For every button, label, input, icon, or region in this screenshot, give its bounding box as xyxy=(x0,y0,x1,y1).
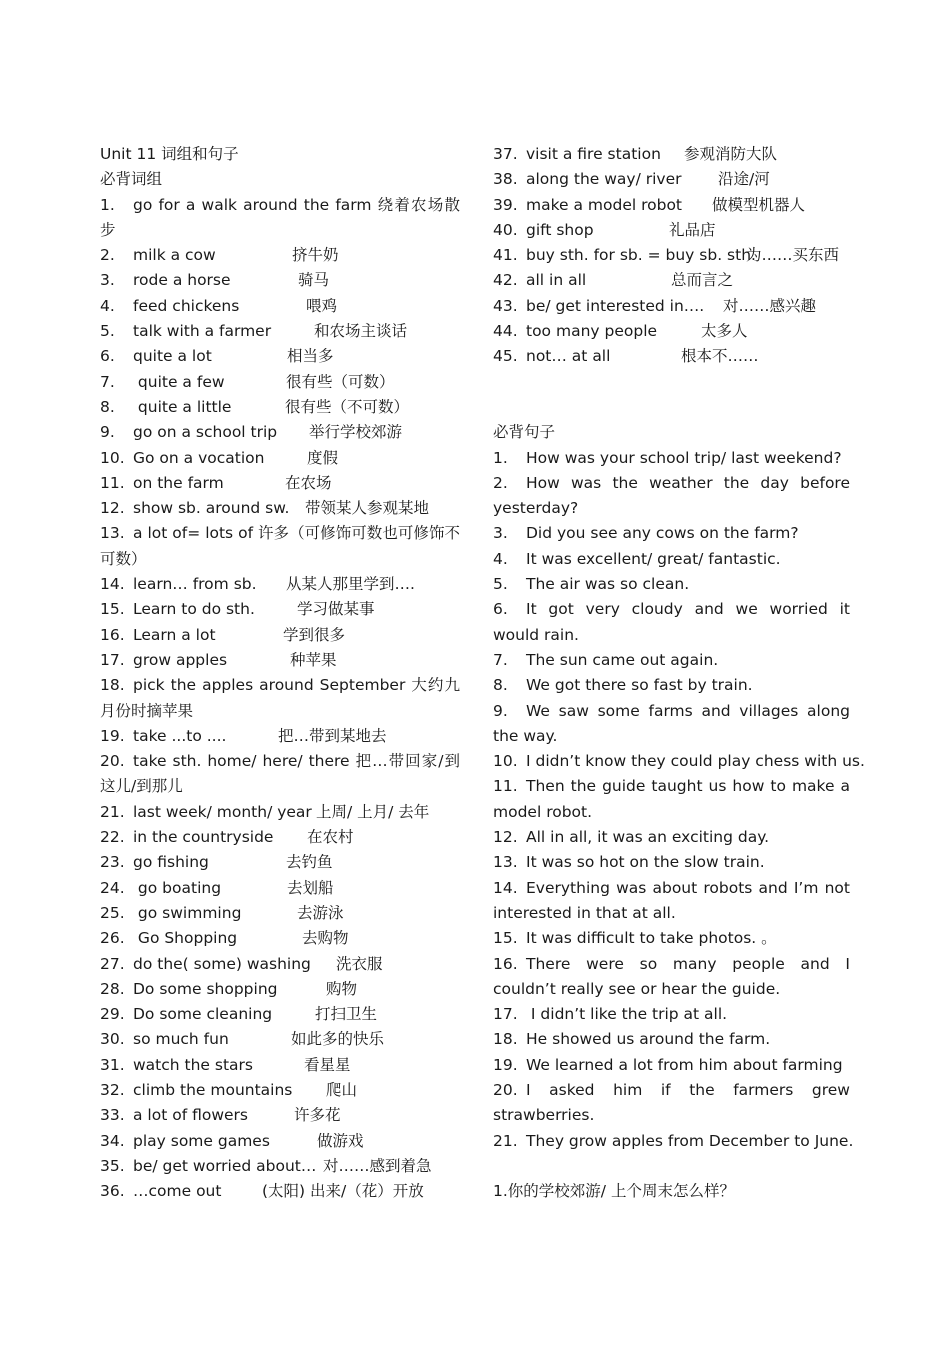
sentence-text: Everything was about robots and I’m not interested in that at all. xyxy=(493,878,850,922)
phrase-item xyxy=(100,901,460,926)
phrase-chinese: 很有些（可数） xyxy=(286,372,395,391)
phrase-item xyxy=(100,193,460,244)
phrase-chinese: 绕着农场散步 xyxy=(100,195,460,239)
sentence-text: There were so many people and I couldn’t really see or hear the guide. xyxy=(493,954,850,998)
sentence-text: The sun came out again. xyxy=(526,650,719,669)
sentence-text: He showed us around the farm. xyxy=(526,1030,771,1049)
phrases-heading: 必背词组 xyxy=(100,170,163,189)
item-number: 17. xyxy=(100,650,125,669)
phrase-chinese: 打扫卫生 xyxy=(315,1005,378,1024)
sentence-text: The air was so clean. xyxy=(526,575,690,594)
sentence-item xyxy=(493,471,850,522)
sentence-text: It was difficult to take photos. 。 xyxy=(526,929,777,948)
phrase-english: take sth. home/ here/ there xyxy=(133,752,350,771)
phrase-english: milk a cow xyxy=(133,246,216,265)
sentence-item xyxy=(493,521,850,546)
page-title: Unit 11 词组和句子 xyxy=(100,145,239,163)
sentence-text: It got very cloudy and we worried it would rain. xyxy=(493,600,850,644)
item-number: 8. xyxy=(100,397,115,416)
phrase-chinese: 购物 xyxy=(326,979,358,998)
item-number: 2. xyxy=(493,473,508,492)
item-number: 9. xyxy=(493,701,508,720)
phrase-chinese: 和农场主谈话 xyxy=(314,322,408,341)
phrase-item xyxy=(100,926,460,951)
phrase-item xyxy=(100,825,460,850)
sentence-item xyxy=(493,699,850,750)
phrase-chinese: 去划船 xyxy=(287,878,334,897)
section-gap xyxy=(493,1154,850,1179)
sentence-item xyxy=(493,597,850,648)
phrase-item xyxy=(100,673,460,724)
phrase-item xyxy=(100,1179,460,1204)
sentence-item xyxy=(493,572,850,597)
item-number: 11. xyxy=(493,777,518,796)
sentence-item xyxy=(493,1078,850,1129)
phrase-english: quite a lot xyxy=(133,347,212,366)
phrase-item xyxy=(100,1129,460,1154)
item-number: 18. xyxy=(493,1030,518,1049)
phrase-chinese: 洗衣服 xyxy=(336,954,383,973)
phrase-english: show sb. around sw. xyxy=(133,499,290,518)
item-number: 16. xyxy=(493,954,518,973)
phrase-item xyxy=(493,319,850,344)
phrase-chinese: 根本不…… xyxy=(681,347,759,366)
phrase-english: feed chickens xyxy=(133,296,240,315)
item-number: 13. xyxy=(100,524,125,543)
phrase-english: watch the stars xyxy=(133,1055,253,1074)
phrase-english: quite a few xyxy=(133,372,225,391)
phrase-english: gift shop xyxy=(526,220,594,239)
item-number: 5. xyxy=(100,322,115,341)
phrase-english: too many people xyxy=(526,322,658,341)
phrase-english: make a model robot xyxy=(526,195,683,214)
item-number: 2. xyxy=(100,246,115,265)
item-number: 26. xyxy=(100,929,125,948)
phrase-english: on the farm xyxy=(133,473,224,492)
phrase-chinese: 上周/ 上月/ 去年 xyxy=(316,802,430,821)
phrase-chinese: 沿途/河 xyxy=(718,170,770,189)
phrase-english: visit a fire station xyxy=(526,145,661,163)
phrase-item xyxy=(100,1027,460,1052)
phrase-english: Do some shopping xyxy=(133,979,278,998)
phrase-english: be/ get interested in…. xyxy=(526,296,705,315)
phrase-chinese: 对……感到着急 xyxy=(323,1156,432,1175)
phrase-chinese: 大约九月份时摘苹果 xyxy=(100,676,460,720)
item-number: 20. xyxy=(493,1080,518,1099)
sentence-item xyxy=(493,1129,854,1154)
phrase-chinese: 把…带到某地去 xyxy=(278,726,387,745)
phrase-item xyxy=(100,294,460,319)
phrase-english: …come out xyxy=(133,1182,222,1201)
item-number: 40. xyxy=(493,220,518,239)
sentence-item xyxy=(493,876,850,927)
item-number: 45. xyxy=(493,347,518,366)
item-number: 30. xyxy=(100,1030,125,1049)
item-number: 15. xyxy=(493,929,518,948)
item-number: 3. xyxy=(493,524,508,543)
phrase-chinese: 礼品店 xyxy=(669,220,716,239)
phrase-chinese: 看星星 xyxy=(304,1055,351,1074)
item-number: 7. xyxy=(493,650,508,669)
phrase-chinese: 很有些（不可数） xyxy=(285,397,410,416)
sentence-text: Then the guide taught us how to make a model robot. xyxy=(493,777,850,821)
phrase-chinese: 去游泳 xyxy=(297,903,344,922)
phrase-chinese: 相当多 xyxy=(287,347,334,366)
item-number: 8. xyxy=(493,676,508,695)
item-number: 4. xyxy=(100,296,115,315)
phrase-english: quite a little xyxy=(133,397,232,416)
phrase-english: go fishing xyxy=(133,853,209,872)
phrase-chinese: 从某人那里学到…. xyxy=(286,575,415,594)
phrase-english: Learn to do sth. xyxy=(133,600,255,619)
item-number: 10. xyxy=(100,448,125,467)
item-number: 43. xyxy=(493,296,518,315)
sentence-text: I didn’t know they could play chess with us. xyxy=(526,752,865,771)
sentence-item xyxy=(493,926,850,951)
phrase-item xyxy=(493,167,850,192)
phrase-chinese: 把…带回家/到这儿/到那儿 xyxy=(100,752,460,796)
item-number: 37. xyxy=(493,145,518,163)
phrase-item xyxy=(100,1103,460,1128)
phrase-item xyxy=(100,243,460,268)
phrase-item xyxy=(100,268,460,293)
item-number: 35. xyxy=(100,1156,125,1175)
sentence-item xyxy=(493,850,850,875)
phrase-item xyxy=(493,142,850,167)
item-number: 21. xyxy=(100,802,125,821)
phrase-item xyxy=(100,800,460,825)
item-number: 31. xyxy=(100,1055,125,1074)
phrase-list-right xyxy=(493,142,850,370)
phrase-english: rode a horse xyxy=(133,271,231,290)
phrase-english: go for a walk around the farm xyxy=(133,195,372,214)
sentence-text: They grow apples from December to June. xyxy=(526,1131,854,1150)
item-number: 6. xyxy=(493,600,508,619)
item-number: 14. xyxy=(100,575,125,594)
item-number: 11. xyxy=(100,473,125,492)
phrase-chinese: 在农场 xyxy=(285,473,332,492)
item-number: 28. xyxy=(100,979,125,998)
phrase-english: go on a school trip xyxy=(133,423,278,442)
phrase-item xyxy=(100,395,460,420)
phrase-english: go swimming xyxy=(133,903,242,922)
left-column xyxy=(100,142,460,1204)
phrase-item xyxy=(100,1154,460,1179)
item-number: 6. xyxy=(100,347,115,366)
phrase-chinese: 学到很多 xyxy=(283,625,346,644)
phrase-chinese: 太多人 xyxy=(701,322,748,341)
item-number: 34. xyxy=(100,1131,125,1150)
phrase-english: talk with a farmer xyxy=(133,322,272,341)
item-number: 1. xyxy=(100,195,115,214)
phrase-chinese: 喂鸡 xyxy=(306,296,338,315)
phrase-item xyxy=(100,977,460,1002)
item-number: 5. xyxy=(493,575,508,594)
phrase-item xyxy=(100,521,460,572)
item-number: 20. xyxy=(100,752,125,771)
item-number: 4. xyxy=(493,549,508,568)
phrase-list-left xyxy=(100,193,460,1205)
item-number: 15. xyxy=(100,600,125,619)
phrase-chinese: 为……买东西 xyxy=(746,246,840,265)
item-number: 1. xyxy=(493,448,508,467)
item-number: 41. xyxy=(493,246,518,265)
item-number: 32. xyxy=(100,1080,125,1099)
phrase-item xyxy=(493,193,850,218)
phrase-item xyxy=(100,446,460,471)
phrase-english: a lot of flowers xyxy=(133,1106,248,1125)
phrase-chinese: 如此多的快乐 xyxy=(291,1030,385,1049)
phrase-chinese: 许多（可修饰可数也可修饰不可数） xyxy=(100,524,460,568)
sentence-text: All in all, it was an exciting day. xyxy=(526,828,770,847)
phrase-english: Go on a vocation xyxy=(133,448,265,467)
sentence-text: We learned a lot from him about farming xyxy=(526,1055,843,1074)
phrase-chinese: (太阳) 出来/（花）开放 xyxy=(262,1182,424,1201)
phrase-english: learn… from sb. xyxy=(133,575,257,594)
item-number: 19. xyxy=(100,726,125,745)
phrase-item xyxy=(493,243,850,268)
item-number: 12. xyxy=(493,828,518,847)
sentence-item xyxy=(493,547,850,572)
item-number: 25. xyxy=(100,903,125,922)
phrase-english: Learn a lot xyxy=(133,625,216,644)
phrase-item xyxy=(100,749,460,800)
phrase-chinese: 带领某人参观某地 xyxy=(305,499,430,518)
sentence-item xyxy=(493,648,850,673)
section-gap xyxy=(493,370,850,421)
phrase-item xyxy=(100,572,460,597)
phrase-item xyxy=(100,319,460,344)
sentence-item xyxy=(493,825,850,850)
phrase-chinese: 爬山 xyxy=(326,1080,358,1099)
phrase-item xyxy=(100,648,460,673)
item-number: 19. xyxy=(493,1055,518,1074)
sentence-item xyxy=(493,749,865,774)
phrase-item xyxy=(100,1078,460,1103)
phrase-chinese: 在农村 xyxy=(307,828,354,847)
sentence-text: We got there so fast by train. xyxy=(526,676,753,695)
phrase-item xyxy=(493,268,850,293)
item-number: 38. xyxy=(493,170,518,189)
phrase-english: a lot of= lots of xyxy=(133,524,254,543)
phrase-item xyxy=(493,344,850,369)
phrase-english: along the way/ river xyxy=(526,170,682,189)
phrase-item xyxy=(100,1002,460,1027)
phrase-item xyxy=(100,952,460,977)
phrase-item xyxy=(100,370,460,395)
sentence-item xyxy=(493,1002,850,1027)
sentence-text: Did you see any cows on the farm? xyxy=(526,524,799,543)
phrase-english: pick the apples around September xyxy=(133,676,406,695)
item-number: 22. xyxy=(100,828,125,847)
phrase-english: take ...to .... xyxy=(133,726,227,745)
phrase-item xyxy=(100,724,460,749)
right-column xyxy=(493,142,865,1204)
item-number: 21. xyxy=(493,1131,518,1150)
item-number: 14. xyxy=(493,878,518,897)
sentence-text: How was your school trip/ last weekend? xyxy=(526,448,842,467)
phrase-chinese: 度假 xyxy=(307,448,339,467)
phrase-chinese: 举行学校郊游 xyxy=(309,423,403,442)
sentence-item xyxy=(493,446,850,471)
item-number: 12. xyxy=(100,499,125,518)
item-number: 44. xyxy=(493,322,518,341)
item-number: 29. xyxy=(100,1005,125,1024)
item-number: 42. xyxy=(493,271,518,290)
phrase-english: all in all xyxy=(526,271,587,290)
sentence-text: I asked him if the farmers grew strawberries. xyxy=(493,1080,850,1125)
sentence-text: It was so hot on the slow train. xyxy=(526,853,765,872)
phrase-english: not… at all xyxy=(526,347,611,366)
sentence-item xyxy=(493,952,850,1003)
phrase-item xyxy=(493,294,850,319)
phrase-item xyxy=(100,471,460,496)
phrase-item xyxy=(100,344,460,369)
item-number: 33. xyxy=(100,1106,125,1125)
phrase-english: buy sth. for sb. = buy sb. sth. xyxy=(526,246,756,265)
phrase-item xyxy=(100,420,460,445)
phrase-chinese: 许多花 xyxy=(294,1106,341,1125)
item-number: 16. xyxy=(100,625,125,644)
phrase-chinese: 去钓鱼 xyxy=(286,853,333,872)
item-number: 7. xyxy=(100,372,115,391)
sentence-item xyxy=(493,1053,850,1078)
sentence-list xyxy=(493,446,865,1154)
phrase-chinese: 挤牛奶 xyxy=(292,246,339,265)
sentence-text: It was excellent/ great/ fantastic. xyxy=(526,549,781,568)
sentence-text: I didn’t like the trip at all. xyxy=(526,1005,728,1024)
phrase-english: in the countryside xyxy=(133,828,274,847)
phrase-english: play some games xyxy=(133,1131,270,1150)
phrase-item xyxy=(493,218,850,243)
phrase-chinese: 做模型机器人 xyxy=(712,195,806,214)
item-number: 23. xyxy=(100,853,125,872)
phrase-item xyxy=(100,597,460,622)
item-number: 18. xyxy=(100,676,125,695)
item-number: 24. xyxy=(100,878,125,897)
phrase-english: last week/ month/ year xyxy=(133,802,312,821)
phrase-chinese: 对……感兴趣 xyxy=(723,296,817,315)
phrase-chinese: 参观消防大队 xyxy=(684,145,778,163)
item-number: 9. xyxy=(100,423,115,442)
sentences-heading: 必背句子 xyxy=(493,423,556,442)
phrase-chinese: 总而言之 xyxy=(671,271,734,290)
phrase-chinese: 做游戏 xyxy=(317,1131,364,1150)
phrase-english: Go Shopping xyxy=(133,929,238,948)
phrase-item xyxy=(100,876,460,901)
phrase-english: climb the mountains xyxy=(133,1080,293,1099)
sentence-item xyxy=(493,774,850,825)
item-number: 36. xyxy=(100,1182,125,1201)
sentence-text: We saw some farms and villages along the way. xyxy=(493,701,850,745)
phrase-english: so much fun xyxy=(133,1030,229,1049)
phrase-item xyxy=(100,496,460,521)
phrase-english: go boating xyxy=(133,878,222,897)
final-question: 1.你的学校郊游/ 上个周末怎么样？ xyxy=(493,1182,735,1201)
sentence-item xyxy=(493,1027,850,1052)
phrase-english: grow apples xyxy=(133,650,228,669)
item-number: 10. xyxy=(493,752,518,771)
phrase-item xyxy=(100,623,460,648)
sentence-item xyxy=(493,673,850,698)
phrase-english: do the( some) washing xyxy=(133,954,311,973)
sentence-text: How was the weather the day before yesterday? xyxy=(493,473,850,518)
phrase-item xyxy=(100,1053,460,1078)
phrase-chinese: 骑马 xyxy=(298,271,330,290)
phrase-english: Do some cleaning xyxy=(133,1005,273,1024)
item-number: 39. xyxy=(493,195,518,214)
item-number: 3. xyxy=(100,271,115,290)
phrase-item xyxy=(100,850,460,875)
phrase-chinese: 种苹果 xyxy=(290,650,337,669)
item-number: 27. xyxy=(100,954,125,973)
phrase-chinese: 去购物 xyxy=(302,929,349,948)
phrase-chinese: 学习做某事 xyxy=(297,600,375,619)
phrase-english: be/ get worried about… xyxy=(133,1156,317,1175)
item-number: 13. xyxy=(493,853,518,872)
item-number: 17. xyxy=(493,1005,518,1024)
